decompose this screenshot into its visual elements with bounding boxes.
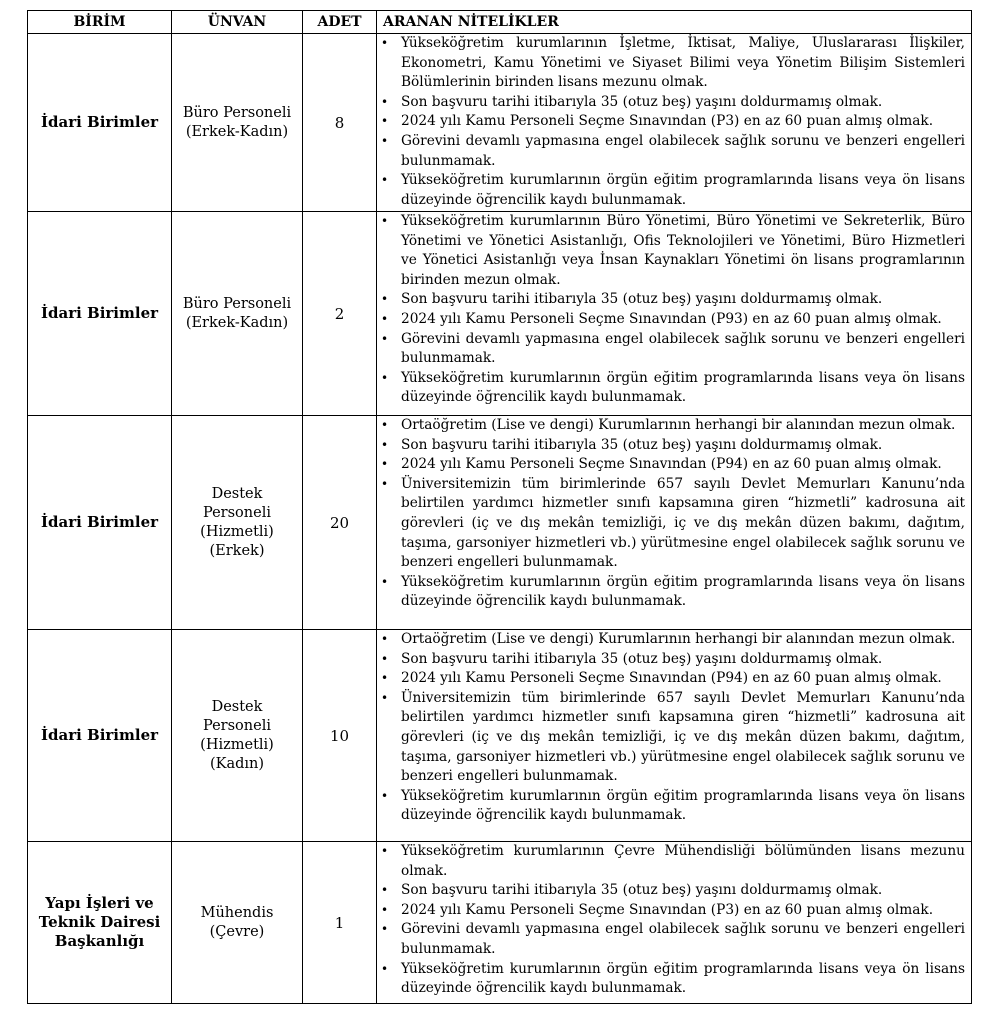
unvan-line: (Kadın)	[209, 755, 265, 772]
unvan-line: Personeli	[203, 504, 271, 521]
requirement-item: • Son başvuru tarihi itibarıyla 35 (otuz beş) yaşını doldurmamış olmak.	[380, 650, 965, 670]
unvan-line: Büro Personeli	[182, 295, 292, 312]
unvan-line: Destek	[211, 698, 263, 715]
table-header-row	[28, 11, 972, 34]
nitelikler-cell	[377, 416, 972, 630]
unvan-line: (Erkek)	[209, 542, 265, 559]
birim-line: Yapı İşleri ve	[45, 894, 154, 912]
birim-cell: İdari Birimler	[28, 630, 172, 842]
requirements-list	[380, 630, 965, 826]
requirement-item: • 2024 yılı Kamu Personeli Seçme Sınavından (P3) en az 60 puan almış olmak.	[380, 112, 965, 132]
requirement-item: • Son başvuru tarihi itibarıyla 35 (otuz beş) yaşını doldurmamış olmak.	[380, 93, 965, 113]
requirement-item: • Görevini devamlı yapmasına engel olabilecek sağlık sorunu ve benzeri engelleri bulunmamak.	[380, 330, 965, 369]
requirement-item: • Yükseköğretim kurumlarının örgün eğitim programlarında lisans veya ön lisans düzeyinde öğrencilik kaydı bulunmamak.	[380, 960, 965, 999]
unvan-line: Mühendis	[200, 904, 274, 921]
unvan-line: (Hizmetli)	[200, 523, 274, 540]
requirements-list	[380, 34, 965, 210]
birim-line: Başkanlığı	[54, 932, 145, 950]
birim-cell: İdari Birimler	[28, 34, 172, 212]
table-row	[28, 842, 972, 1004]
requirement-item: • Yükseköğretim kurumlarının örgün eğitim programlarında lisans veya ön lisans düzeyinde öğrencilik kaydı bulunmamak.	[380, 573, 965, 612]
adet-cell: 8	[303, 34, 377, 212]
unvan-line: (Hizmetli)	[200, 736, 274, 753]
requirement-item: • Yükseköğretim kurumlarının Çevre Mühendisliği bölümünden lisans mezunu olmak.	[380, 842, 965, 881]
table-row	[28, 212, 972, 416]
requirement-item: • Son başvuru tarihi itibarıyla 35 (otuz beş) yaşını doldurmamış olmak.	[380, 436, 965, 456]
table-row	[28, 630, 972, 842]
nitelikler-cell	[377, 212, 972, 416]
header-birim: BİRİM	[28, 11, 172, 34]
requirements-list	[380, 212, 965, 408]
unvan-cell	[172, 630, 303, 842]
unvan-line: (Çevre)	[209, 923, 265, 940]
requirement-item: • Görevini devamlı yapmasına engel olabilecek sağlık sorunu ve benzeri engelleri bulunmamak.	[380, 132, 965, 171]
requirement-item: • Son başvuru tarihi itibarıyla 35 (otuz beş) yaşını doldurmamış olmak.	[380, 881, 965, 901]
requirement-item: • 2024 yılı Kamu Personeli Seçme Sınavından (P94) en az 60 puan almış olmak.	[380, 455, 965, 475]
nitelikler-cell	[377, 842, 972, 1004]
requirement-item: • Son başvuru tarihi itibarıyla 35 (otuz beş) yaşını doldurmamış olmak.	[380, 290, 965, 310]
unvan-cell	[172, 842, 303, 1004]
unvan-line: (Erkek-Kadın)	[185, 123, 289, 140]
header-nitelikler: ARANAN NİTELİKLER	[377, 11, 972, 34]
requirement-item: • Yükseköğretim kurumlarının örgün eğitim programlarında lisans veya ön lisans düzeyinde öğrencilik kaydı bulunmamak.	[380, 369, 965, 408]
requirement-item: • 2024 yılı Kamu Personeli Seçme Sınavından (P93) en az 60 puan almış olmak.	[380, 310, 965, 330]
header-adet: ADET	[303, 11, 377, 34]
nitelikler-cell	[377, 34, 972, 212]
birim-cell: İdari Birimler	[28, 212, 172, 416]
unvan-line: Destek	[211, 485, 263, 502]
adet-cell: 20	[303, 416, 377, 630]
requirement-item: • Yükseköğretim kurumlarının örgün eğitim programlarında lisans veya ön lisans düzeyinde öğrencilik kaydı bulunmamak.	[380, 171, 965, 210]
adet-cell: 2	[303, 212, 377, 416]
unvan-cell	[172, 34, 303, 212]
requirement-item: • Yükseköğretim kurumlarının örgün eğitim programlarında lisans veya ön lisans düzeyinde öğrencilik kaydı bulunmamak.	[380, 787, 965, 826]
unvan-line: Personeli	[203, 717, 271, 734]
unvan-cell	[172, 212, 303, 416]
requirement-item: • Üniversitemizin tüm birimlerinde 657 sayılı Devlet Memurları Kanunu’nda belirtilen yardımcı hizmetler sınıfı kapsamına giren “hizmetli” kadrosuna ait görevleri (iç ve dış mekân temizliği, iç ve dış mekân düzen bakımı, dağıtım, taşıma, garsoniyer hizmetleri vb.) yürütmesine engel olabilecek sağlık sorunu ve benzeri engelleri bulunmamak.	[380, 475, 965, 573]
table-row	[28, 416, 972, 630]
unvan-line: (Erkek-Kadın)	[185, 314, 289, 331]
birim-line: Teknik Dairesi	[38, 913, 161, 931]
requirement-item: • 2024 yılı Kamu Personeli Seçme Sınavından (P3) en az 60 puan almış olmak.	[380, 901, 965, 921]
unvan-line: Büro Personeli	[182, 104, 292, 121]
adet-cell: 1	[303, 842, 377, 1004]
requirement-item: • 2024 yılı Kamu Personeli Seçme Sınavından (P94) en az 60 puan almış olmak.	[380, 669, 965, 689]
requirement-item: • Yükseköğretim kurumlarının Büro Yönetimi, Büro Yönetimi ve Sekreterlik, Büro Yönetimi ve Yönetici Asistanlığı, Ofis Teknolojileri ve Yönetimi, Büro Hizmetleri ve Yönetici Asistanlığı veya İnsan Kaynakları Yönetimi ön lisans programlarının birinden mezun olmak.	[380, 212, 965, 290]
requirement-item: • Görevini devamlı yapmasına engel olabilecek sağlık sorunu ve benzeri engelleri bulunmamak.	[380, 920, 965, 959]
header-unvan: ÜNVAN	[172, 11, 303, 34]
requirement-item: • Yükseköğretim kurumlarının İşletme, İktisat, Maliye, Uluslararası İlişkiler, Ekonometri, Kamu Yönetimi ve Siyaset Bilimi veya Yönetim Bilişim Sistemleri Bölümlerinin birinden lisans mezunu olmak.	[380, 34, 965, 93]
unvan-cell	[172, 416, 303, 630]
requirement-item: • Üniversitemizin tüm birimlerinde 657 sayılı Devlet Memurları Kanunu’nda belirtilen yardımcı hizmetler sınıfı kapsamına giren “hizmetli” kadrosuna ait görevleri (iç ve dış mekân temizliği, iç ve dış mekân düzen bakımı, dağıtım, taşıma, garsoniyer hizmetleri vb.) yürütmesine engel olabilecek sağlık sorunu ve benzeri engelleri bulunmamak.	[380, 689, 965, 787]
requirements-list	[380, 416, 965, 612]
requirement-item: • Ortaöğretim (Lise ve dengi) Kurumlarının herhangi bir alanından mezun olmak.	[380, 630, 965, 650]
birim-cell: İdari Birimler	[28, 416, 172, 630]
nitelikler-cell	[377, 630, 972, 842]
table-row	[28, 34, 972, 212]
adet-cell: 10	[303, 630, 377, 842]
birim-cell	[28, 842, 172, 1004]
job-postings-table	[27, 10, 972, 1004]
requirements-list	[380, 842, 965, 999]
requirement-item: • Ortaöğretim (Lise ve dengi) Kurumlarının herhangi bir alanından mezun olmak.	[380, 416, 965, 436]
